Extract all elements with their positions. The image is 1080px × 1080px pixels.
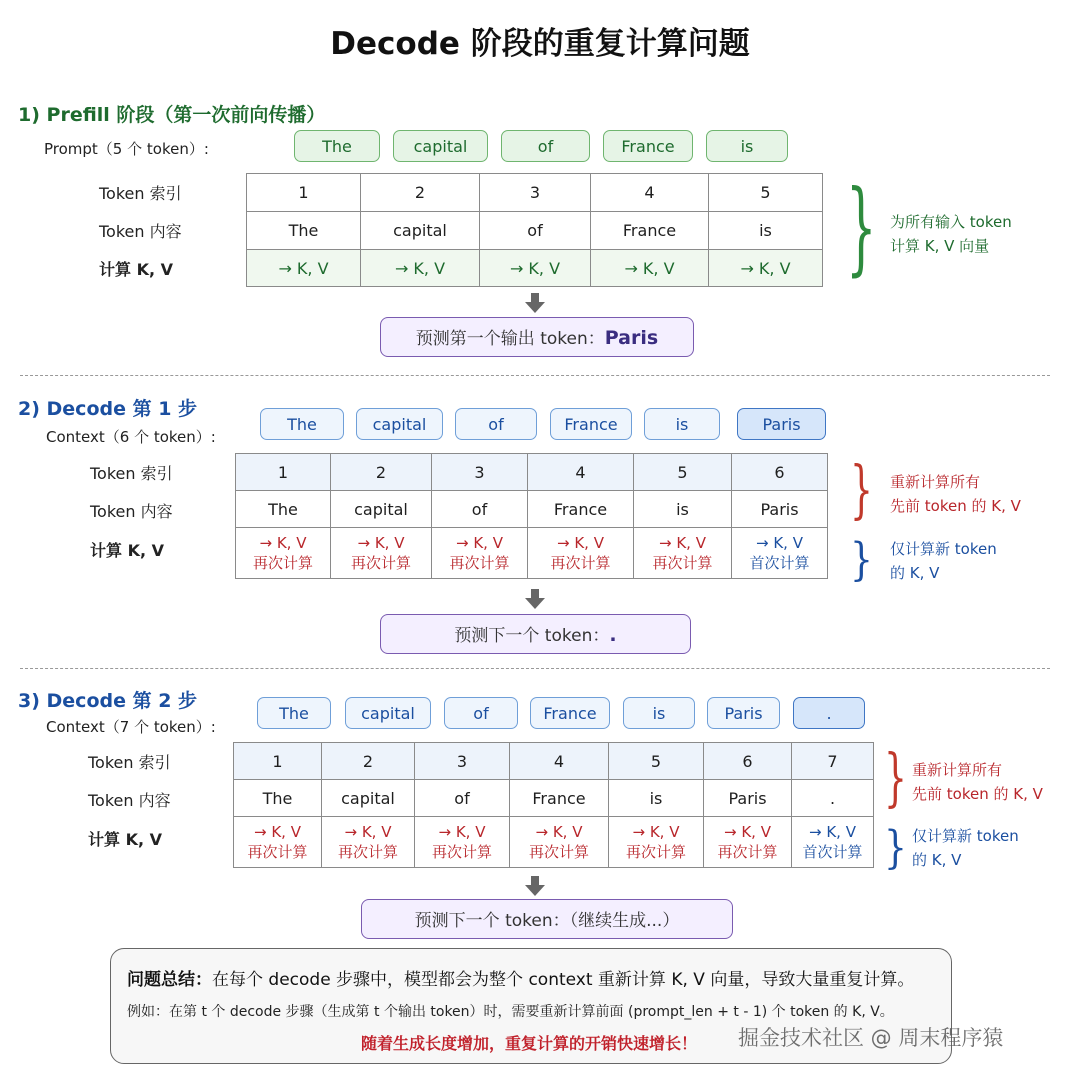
token-pill: capital	[393, 130, 488, 162]
kv-text: → K, V	[357, 534, 405, 552]
kv-cell	[234, 817, 322, 868]
section-2-title: 2) Decode 第 1 步	[18, 398, 198, 420]
kv-cell: → K, V	[247, 250, 361, 287]
token-index-cell: 4	[591, 174, 709, 212]
prediction-value: .	[609, 624, 617, 646]
summary-line-2: 例如：在第 t 个 decode 步骤（生成第 t 个输出 token）时，需要重新计算前面 (prompt_len + t - 1) 个 token 的 K, V。	[127, 1004, 894, 1020]
kv-cell	[609, 817, 704, 868]
token-index-cell: 1	[236, 454, 331, 491]
token-pill: France	[550, 408, 632, 440]
token-index-cell: 5	[609, 743, 704, 780]
kv-status: 再次计算	[652, 554, 713, 572]
token-index-cell: 4	[528, 454, 634, 491]
token-content-cell: is	[709, 212, 823, 250]
token-index-cell: 1	[234, 743, 322, 780]
summary-line-1-text: 在每个 decode 步骤中，模型都会为整个 context 重新计算 K, V 向量，导致大量重复计算。	[212, 970, 915, 990]
prefill-note-text: 为所有输入 token 计算 K, V 向量	[890, 213, 1012, 255]
token-pill: is	[644, 408, 720, 440]
prefill-note	[890, 210, 1012, 258]
kv-text: → K, V	[659, 534, 706, 552]
kv-cell-new	[792, 817, 874, 868]
kv-cell	[322, 817, 415, 868]
kv-status: 再次计算	[550, 554, 611, 572]
row-label-kv: 计算 K, V	[90, 541, 165, 560]
row-label-kv: 计算 K, V	[88, 830, 163, 849]
token-index-cell: 5	[634, 454, 732, 491]
section-1-context-label: Prompt（5 个 token）:	[44, 140, 209, 158]
kv-status: 再次计算	[350, 554, 411, 572]
arrow-down-icon	[524, 293, 546, 315]
kv-cell	[704, 817, 792, 868]
prediction-box-1	[380, 317, 694, 357]
token-pill: capital	[356, 408, 443, 440]
new-token-note-text: 仅计算新 token 的 K, V	[890, 540, 997, 582]
kv-cell	[331, 528, 432, 579]
section-1-title: 1) Prefill 阶段（第一次前向传播）	[18, 104, 326, 126]
token-content-cell: capital	[331, 491, 432, 528]
token-content-cell: Paris	[732, 491, 828, 528]
row-label-index: Token 索引	[99, 184, 182, 203]
kv-text: → K, V	[259, 534, 307, 552]
kv-text: → K, V	[438, 823, 486, 841]
token-index-cell: 6	[704, 743, 792, 780]
token-index-cell: 4	[510, 743, 609, 780]
watermark: 掘金技术社区 @ 周末程序猿	[738, 1026, 1004, 1050]
kv-text: → K, V	[557, 534, 604, 552]
token-index-cell: 2	[331, 454, 432, 491]
token-pill: Paris	[707, 697, 780, 729]
recompute-note-text: 重新计算所有 先前 token 的 K, V	[912, 761, 1043, 803]
token-content-cell: The	[236, 491, 331, 528]
kv-text: → K, V	[724, 823, 771, 841]
token-index-cell: 3	[432, 454, 528, 491]
kv-text: → K, V	[809, 823, 856, 841]
token-pill: The	[260, 408, 344, 440]
row-label-index: Token 索引	[88, 753, 171, 772]
prediction-prefix: 预测下一个 token：	[454, 626, 610, 646]
token-content-cell: of	[480, 212, 591, 250]
kv-status: 再次计算	[431, 843, 492, 861]
token-content-cell: The	[247, 212, 361, 250]
summary-warning: 随着生成长度增加，重复计算的开销快速增长！	[361, 1034, 698, 1053]
token-content-cell: France	[591, 212, 709, 250]
new-token-note	[912, 824, 1019, 872]
kv-cell: → K, V	[480, 250, 591, 287]
kv-text: → K, V	[632, 823, 680, 841]
recompute-note-text: 重新计算所有 先前 token 的 K, V	[890, 473, 1021, 515]
token-index-cell: 3	[415, 743, 510, 780]
token-index-cell: 7	[792, 743, 874, 780]
kv-cell: → K, V	[361, 250, 480, 287]
token-content-cell: capital	[322, 780, 415, 817]
section-3-title: 3) Decode 第 2 步	[18, 690, 198, 712]
page-title: Decode 阶段的重复计算问题	[330, 26, 750, 62]
token-index-cell: 5	[709, 174, 823, 212]
row-label-index: Token 索引	[90, 464, 173, 483]
kv-status: 再次计算	[625, 843, 686, 861]
token-index-cell: 2	[361, 174, 480, 212]
token-content-cell: The	[234, 780, 322, 817]
section-divider	[20, 668, 1050, 669]
token-index-cell: 6	[732, 454, 828, 491]
token-pill: is	[706, 130, 788, 162]
token-pill-new: .	[793, 697, 865, 729]
arrow-down-icon	[524, 876, 546, 898]
kv-cell	[432, 528, 528, 579]
kv-cell	[415, 817, 510, 868]
right-brace-icon: }	[846, 169, 877, 288]
recompute-note	[890, 470, 1021, 518]
token-pill-new: Paris	[737, 408, 826, 440]
token-pill: of	[455, 408, 537, 440]
kv-text: → K, V	[344, 823, 392, 841]
kv-status: 再次计算	[252, 554, 313, 572]
token-pill: France	[603, 130, 693, 162]
kv-text: → K, V	[254, 823, 301, 841]
token-content-cell: France	[528, 491, 634, 528]
section-3-context-label: Context（7 个 token）:	[46, 718, 216, 736]
prediction-value: Paris	[604, 327, 659, 349]
kv-cell	[510, 817, 609, 868]
kv-status: 再次计算	[247, 843, 308, 861]
token-pill: France	[530, 697, 610, 729]
row-label-kv: 计算 K, V	[99, 260, 174, 279]
prefill-token-table	[246, 173, 823, 287]
prediction-box-3	[361, 899, 733, 939]
token-content-cell: is	[609, 780, 704, 817]
right-brace-icon: }	[850, 454, 873, 527]
kv-cell	[634, 528, 732, 579]
new-token-note-text: 仅计算新 token 的 K, V	[912, 827, 1019, 869]
kv-status: 再次计算	[337, 843, 398, 861]
token-pill: is	[623, 697, 695, 729]
token-pill: The	[257, 697, 331, 729]
token-content-cell: is	[634, 491, 732, 528]
right-brace-icon: }	[884, 822, 907, 874]
token-pill: of	[501, 130, 590, 162]
token-pill: The	[294, 130, 380, 162]
kv-text: → K, V	[756, 534, 803, 552]
row-label-content: Token 内容	[99, 222, 182, 241]
kv-cell: → K, V	[591, 250, 709, 287]
token-content-cell: capital	[361, 212, 480, 250]
kv-status: 再次计算	[717, 843, 778, 861]
token-pill: capital	[345, 697, 431, 729]
prediction-prefix: 预测第一个输出 token：	[415, 329, 605, 349]
summary-line-1	[127, 965, 914, 990]
kv-cell	[236, 528, 331, 579]
prediction-box-2	[380, 614, 691, 654]
kv-status: 首次计算	[749, 554, 810, 572]
kv-status: 再次计算	[528, 843, 589, 861]
section-2-context-label: Context（6 个 token）:	[46, 428, 216, 446]
token-content-cell: of	[432, 491, 528, 528]
token-content-cell: of	[415, 780, 510, 817]
token-content-cell: .	[792, 780, 874, 817]
token-pill: of	[444, 697, 518, 729]
kv-status: 再次计算	[449, 554, 510, 572]
token-content-cell: Paris	[704, 780, 792, 817]
kv-text: → K, V	[456, 534, 503, 552]
row-label-content: Token 内容	[90, 502, 173, 521]
kv-text: → K, V	[535, 823, 583, 841]
row-label-content: Token 内容	[88, 791, 171, 810]
kv-cell-new	[732, 528, 828, 579]
right-brace-icon: }	[850, 534, 873, 586]
kv-status: 首次计算	[802, 843, 863, 861]
token-index-cell: 1	[247, 174, 361, 212]
summary-heading: 问题总结：	[127, 970, 212, 990]
section-divider	[20, 375, 1050, 376]
prediction-prefix: 预测下一个 token：（继续生成...）	[414, 911, 680, 931]
right-brace-icon: }	[884, 742, 907, 815]
decode-1-token-table	[235, 453, 828, 579]
token-index-cell: 2	[322, 743, 415, 780]
arrow-down-icon	[524, 589, 546, 611]
kv-cell	[528, 528, 634, 579]
decode-2-token-table	[233, 742, 874, 868]
token-index-cell: 3	[480, 174, 591, 212]
new-token-note	[890, 537, 997, 585]
kv-cell: → K, V	[709, 250, 823, 287]
token-content-cell: France	[510, 780, 609, 817]
recompute-note	[912, 758, 1043, 806]
